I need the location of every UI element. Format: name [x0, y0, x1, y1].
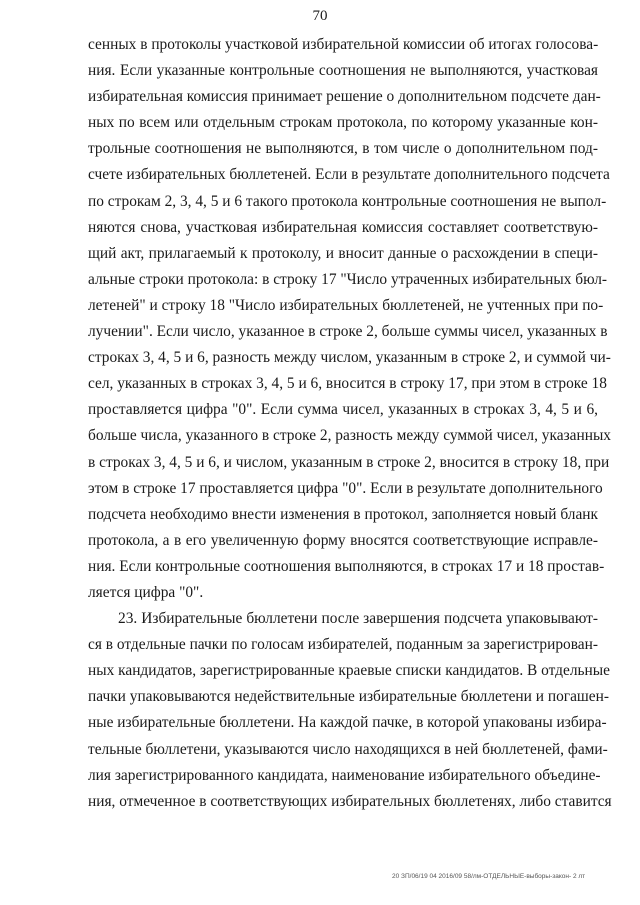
text-line: тельные бюллетени, указываются число находящихся в ней бюллетеней, фами-: [88, 740, 608, 758]
text-line: ния. Если указанные контрольные соотношения не выполняются, участковая: [88, 62, 598, 80]
text-line: больше числа, указанного в строке 2, разность между суммой чисел, указанных: [88, 427, 611, 445]
text-line: ния, отмеченное в соответствующих избирательных бюллетенях, либо ставится: [88, 792, 612, 810]
text-line: ся в отдельные пачки по голосам избирателей, поданным за зарегистрирован-: [88, 636, 598, 654]
text-line: лия зарегистрированного кандидата, наименование избирательного объедине-: [88, 766, 601, 784]
text-line: ные избирательные бюллетени. На каждой пачке, в которой упакованы избира-: [88, 714, 607, 732]
text-line: счете избирательных бюллетеней. Если в результате дополнительного подсчета: [88, 166, 610, 184]
text-line: сенных в протоколы участковой избирательной комиссии об итогах голосова-: [88, 36, 599, 53]
paragraph-continuation: [88, 32, 611, 606]
text-line: ных по всем или отдельным строкам протокола, по которому указанные кон-: [88, 114, 598, 132]
paragraph-item-23: [88, 606, 612, 815]
text-line: 23. Избирательные бюллетени после завершения подсчета упаковывают-: [118, 610, 598, 628]
text-line: этом в строке 17 проставляется цифра "0". Если в результате дополнительного: [88, 479, 603, 497]
text-line: ляется цифра "0".: [88, 583, 204, 601]
body-text: [88, 32, 612, 815]
page-number: 70: [312, 8, 328, 24]
text-line: строках 3, 4, 5 и 6, разность между числом, указанным в строке 2, и суммой чи-: [88, 349, 611, 367]
text-line: ных кандидатов, зарегистрированные краевые списки кандидатов. В отдельные: [88, 662, 610, 680]
text-line: трольные соотношения не выполняются, в том числе о дополнительном под-: [88, 140, 598, 158]
footer-file-info: 20 ЗП/06/19 04 2016/09 58/лм-ОТДЕЛЬНЫЕ-выборы-закон- 2 лт: [392, 873, 586, 880]
text-line: протокола, а в его увеличенную форму вносятся соответствующие исправле-: [88, 531, 598, 549]
text-line: альные строки протокола: в строку 17 "Число утраченных избирательных бюл-: [88, 270, 608, 288]
text-line: пачки упаковываются недействительные избирательные бюллетени и погашен-: [88, 688, 609, 706]
text-line: проставляется цифра "0". Если сумма чисел, указанных в строках 3, 4, 5 и 6,: [88, 401, 598, 419]
text-line: по строкам 2, 3, 4, 5 и 6 такого протокола контрольные соотношения не выпол-: [88, 192, 607, 210]
text-line: в строках 3, 4, 5 и 6, и числом, указанным в строке 2, вносится в строку 18, при: [88, 453, 610, 471]
text-line: лучении". Если число, указанное в строке 2, больше суммы чисел, указанных в: [88, 323, 608, 341]
text-line: сел, указанных в строках 3, 4, 5 и 6, вносится в строку 17, при этом в строке 18: [88, 375, 607, 393]
text-line: подсчета необходимо внести изменения в протокол, заполняется новый бланк: [88, 505, 598, 523]
text-line: няются снова, участковая избирательная комиссия составляет соответствую-: [88, 218, 598, 236]
text-line: летеней" и строку 18 "Число избирательных бюллетеней, не учтенных при по-: [88, 296, 604, 314]
text-line: щий акт, прилагаемый к протоколу, и вносит данные о расхождении в специ-: [88, 244, 598, 262]
text-line: ния. Если контрольные соотношения выполняются, в строках 17 и 18 простав-: [88, 557, 605, 575]
text-line: избирательная комиссия принимает решение о дополнительном подсчете дан-: [88, 88, 601, 106]
